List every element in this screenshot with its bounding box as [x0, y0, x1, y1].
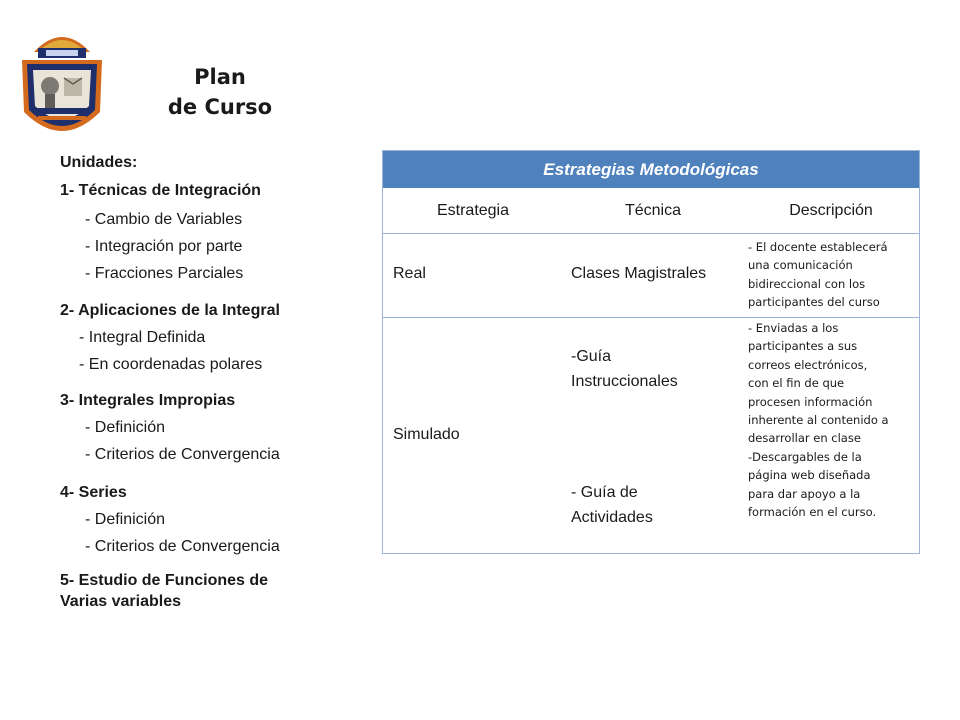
unit-4-item: - Criterios de Convergencia [85, 538, 280, 555]
page-title [150, 62, 290, 122]
unit-3-item: - Definición [85, 419, 166, 436]
cell-technique: Clases Magistrales [571, 265, 707, 282]
cell-technique: - Guía de Actividades [571, 484, 653, 526]
unit-4-title: 4- Series [60, 484, 127, 501]
column-header-technique: Técnica [624, 201, 682, 219]
unit-1-item: - Fracciones Parciales [85, 265, 244, 282]
title-line-1: Plan [194, 65, 246, 89]
cell-strategy: Real [393, 265, 426, 282]
unit-1-item: - Integración por parte [85, 238, 243, 255]
unit-2-item: - Integral Definida [79, 329, 206, 346]
title-line-2: de Curso [167, 95, 273, 119]
unit-1-item: - Cambio de Variables [85, 211, 243, 228]
cell-technique: -Guía Instruccionales [571, 348, 678, 390]
cell-strategy: Simulado [393, 426, 460, 443]
unit-3-title: 3- Integrales Impropias [60, 392, 236, 409]
university-logo [14, 28, 110, 150]
strategies-table [382, 150, 920, 554]
column-header-strategy: Estrategia [436, 201, 510, 219]
unit-1-title: 1- Técnicas de Integración [60, 182, 261, 199]
row-divider [383, 317, 919, 318]
unit-2-title: 2- Aplicaciones de la Integral [60, 302, 280, 319]
column-header-description: Descripción [789, 201, 873, 219]
unit-3-item: - Criterios de Convergencia [85, 446, 280, 463]
unit-5-title-cont: Varias variables [60, 593, 181, 610]
university-seal-icon [14, 28, 110, 150]
cell-description: - El docente establecerá una comunicación bidireccional con los participantes del curso [748, 240, 888, 310]
unit-4-item: - Definición [85, 511, 166, 528]
unit-2-item: - En coordenadas polares [79, 356, 263, 373]
units-heading: Unidades: [60, 154, 138, 171]
row-divider [383, 233, 919, 234]
unit-5-title: 5- Estudio de Funciones de [60, 572, 269, 589]
cell-description: - Enviadas a los participantes a sus correos electrónicos, con el fin de que procesen información inherente al contenido a desarrollar en clase -Descargables de la página web diseñada para dar apoyo a la formación en el curso. [748, 321, 889, 520]
table-title: Estrategias Metodológicas [383, 151, 919, 188]
